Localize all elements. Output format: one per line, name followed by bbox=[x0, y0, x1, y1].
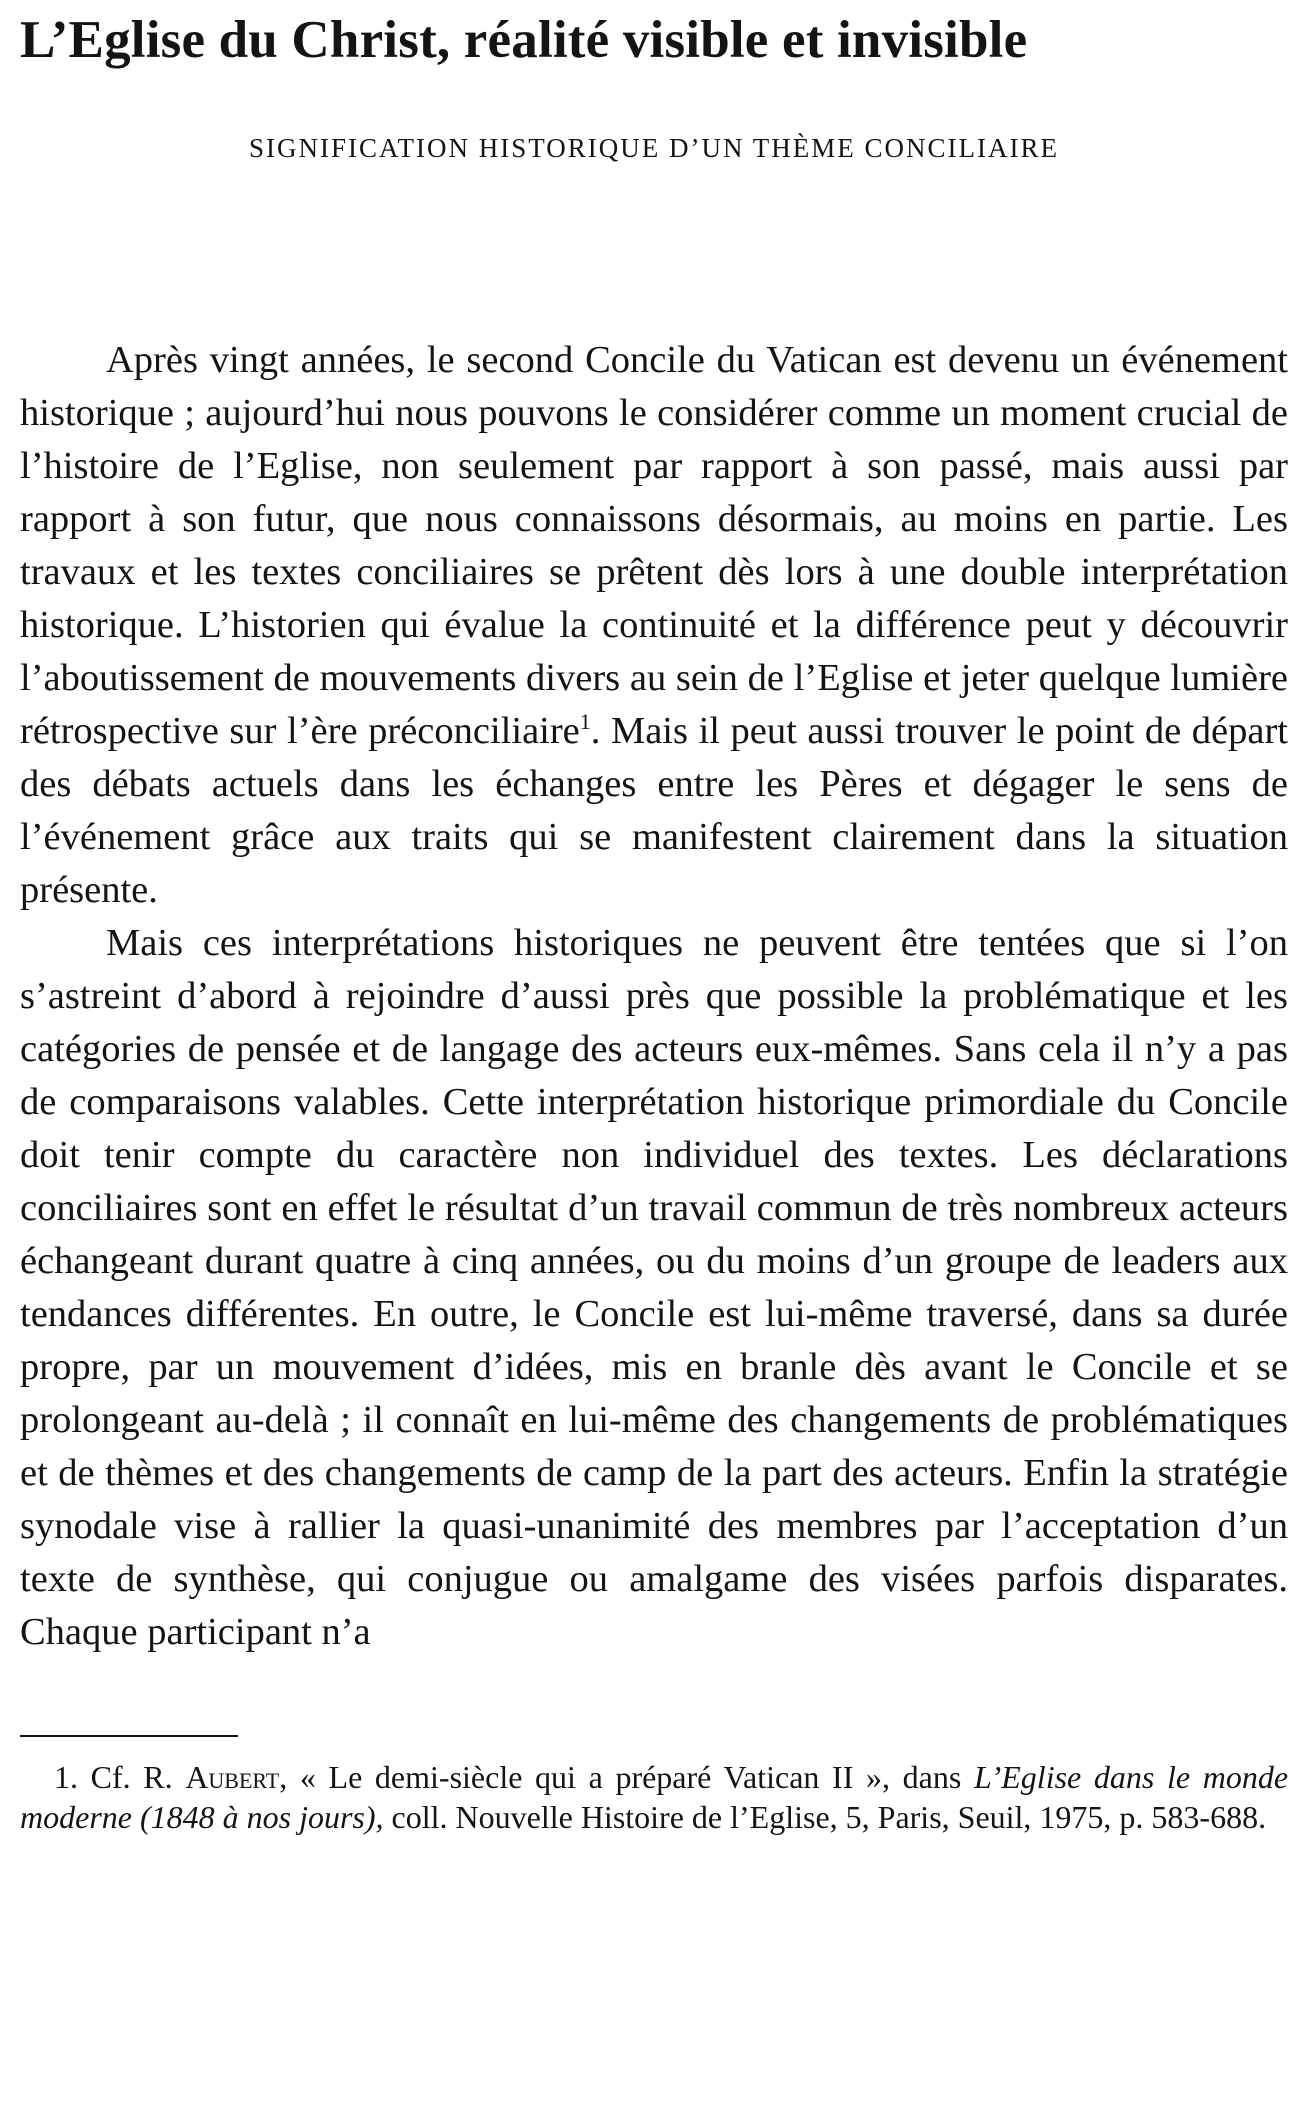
document-page bbox=[20, 0, 1288, 1837]
paragraph-text: . Mais il peut aussi trouver le point de départ des débats actuels dans les échanges entre les Pères et dégager le sens de l’événement grâce aux traits qui se manifestent clairement dans la situation présente. bbox=[20, 710, 1288, 911]
footnote-in-word: dans bbox=[902, 1759, 962, 1795]
footnote-prefix: Cf. R. bbox=[90, 1759, 173, 1795]
footnote: 1. Cf. R. Aubert, « Le demi-siècle qui a préparé Vatican II », dans L’Eglise dans le monde moderne (1848 à nos jours), coll. Nouvelle Histoire de l’Eglise, 5, Paris, Seuil, 1975, p. 583-688. bbox=[20, 1759, 1289, 1835]
article-subtitle: SIGNIFICATION HISTORIQUE D’UN THÈME CONCILIAIRE bbox=[249, 133, 1059, 163]
footnote-author: Aubert bbox=[185, 1759, 280, 1795]
footnote-divider bbox=[20, 1735, 238, 1737]
body-paragraph: Mais ces interprétations historiques ne peuvent être tentées que si l’on s’astreint d’abord à rejoindre d’aussi près que possible la problématique et les catégories de pensée et de langage des acteurs eux-mêmes. Sans cela il n’y a pas de comparaisons valables. Cette interprétation historique primordiale du Concile doit tenir compte du caractère non individuel des textes. Les déclarations conciliaires sont en effet le résultat d’un travail commun de très nombreux acteurs échangeant durant quatre à cinq années, ou du moins d’un groupe de leaders aux tendances différentes. En outre, le Concile est lui-même traversé, dans sa durée propre, par un mouvement d’idées, mis en branle dès avant le Concile et se prolongeant au-delà ; il connaît en lui-même des changements de problématiques et de thèmes et des changements de camp de la part des acteurs. Enfin la stratégie synodale vise à rallier la quasi-unanimité des membres par l’acceptation d’un texte de synthèse, qui conjugue ou amalgame des visées parfois disparates. Chaque participant n’a bbox=[20, 922, 1288, 1653]
body-paragraph bbox=[20, 334, 1288, 917]
footnote-article-title: « Le demi-siècle qui a préparé Vatican II », bbox=[299, 1759, 891, 1795]
footnote-publication-details: coll. Nouvelle Histoire de l’Eglise, 5, Paris, Seuil, 1975, p. 583-688. bbox=[391, 1799, 1267, 1835]
paragraph-text: Après vingt années, le second Concile du Vatican est devenu un événement historique ; aujourd’hui nous pouvons le considérer comme un moment crucial de l’histoire de l’Eglise, non seulement par rapport à son passé, mais aussi par rapport à son futur, que nous connaissons désormais, au moins en partie. Les travaux et les textes conciliaires se prêtent dès lors à une double interprétation historique. L’historien qui évalue la continuité et la différence peut y découvrir l’aboutissement de mouvements divers au sein de l’Eglise et jeter quelque lumière rétrospective sur l’ère préconciliaire bbox=[20, 339, 1288, 752]
footnote-number: 1. bbox=[54, 1759, 78, 1795]
footnote-reference: 1 bbox=[579, 709, 591, 735]
article-body bbox=[20, 334, 1288, 1659]
article-title: L’Eglise du Christ, réalité visible et invisible bbox=[20, 11, 1028, 69]
footnote-book-title: L’Eglise dans le monde moderne (1848 à nos jours), bbox=[20, 1759, 1289, 1835]
